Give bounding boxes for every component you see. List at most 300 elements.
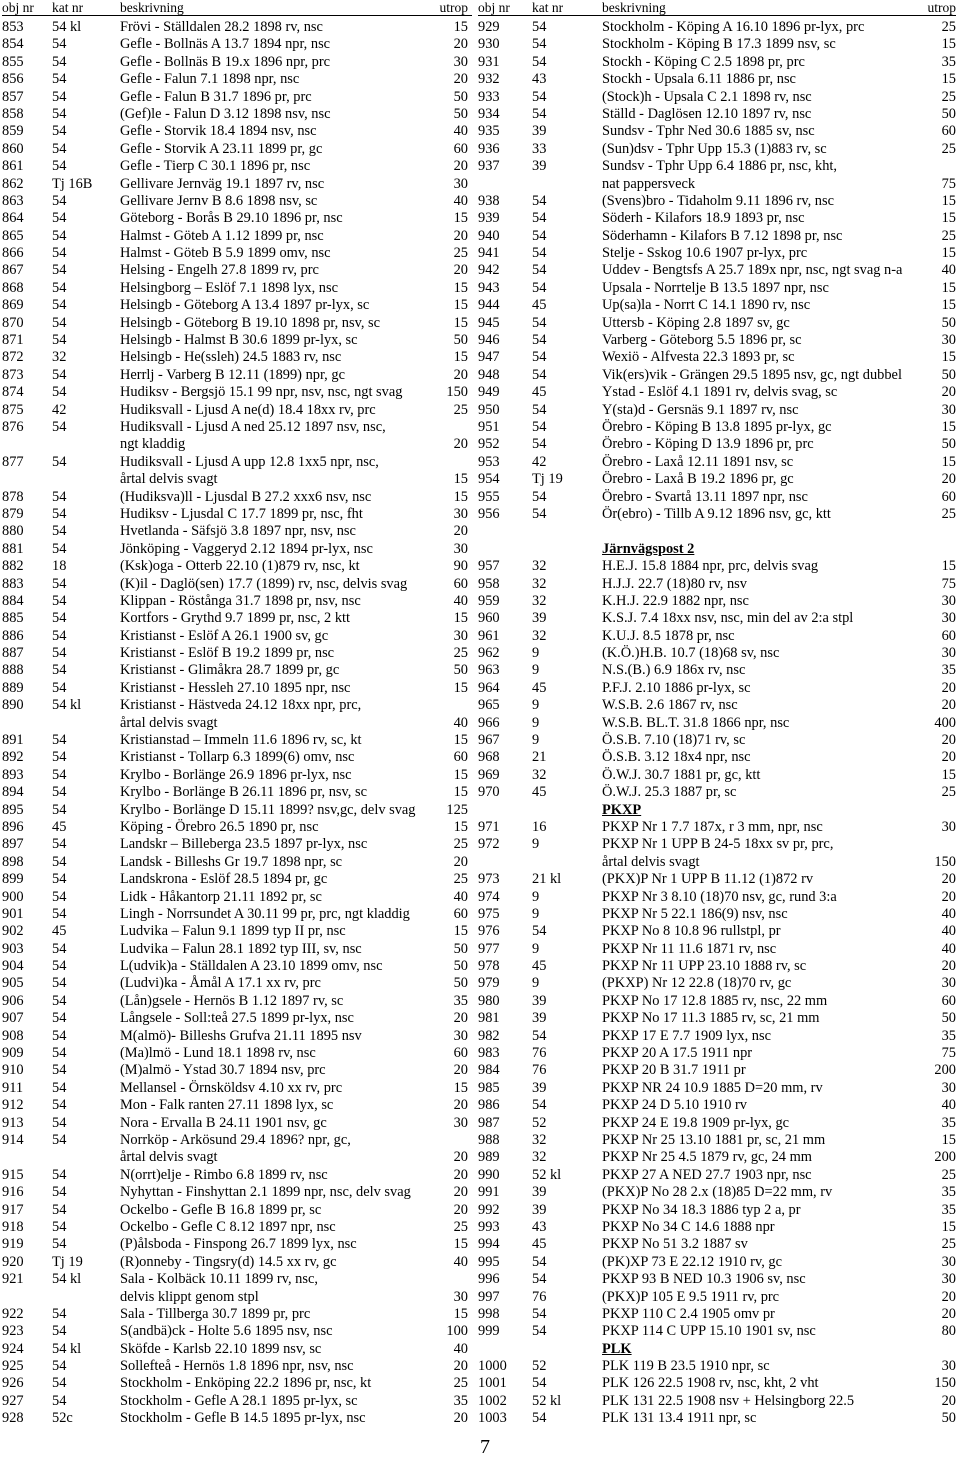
starting-price: 15 (453, 610, 468, 627)
lot-description: Ö.W.J. 30.7 1881 pr, gc, ktt (602, 766, 761, 783)
lot-row (2, 958, 472, 975)
lot-number: 944 (478, 297, 500, 314)
lot-row (478, 349, 956, 366)
catalog-number: 54 (532, 332, 547, 349)
catalog-number: 45 (532, 297, 547, 314)
lot-description: Kortfors - Grythd 9.7 1899 pr, nsc, 2 ktt (120, 610, 351, 627)
lot-description: Ställd - Daglösen 12.10 1897 rv, nsc (602, 105, 812, 122)
starting-price: 90 (453, 558, 468, 575)
catalog-number: 54 (52, 836, 67, 853)
starting-price: 60 (453, 575, 468, 592)
catalog-number: 54 (532, 349, 547, 366)
lot-number: 899 (2, 871, 24, 888)
lot-description: PLK 131 22.5 1908 nsv + Helsingborg 22.5 (602, 1392, 855, 1409)
lot-row (2, 332, 472, 349)
lot-description: PKXP No 51 3.2 1887 sv (602, 1236, 748, 1253)
lot-number: 884 (2, 592, 24, 609)
starting-price: 15 (941, 36, 956, 53)
catalog-number: 54 (52, 140, 67, 157)
catalog-number: 52 (532, 1114, 547, 1131)
lot-row (2, 262, 472, 279)
lot-row (478, 854, 956, 871)
lot-row (2, 784, 472, 801)
lot-number: 960 (478, 610, 500, 627)
lot-number: 906 (2, 992, 24, 1009)
lot-number: 863 (2, 192, 24, 209)
starting-price: 50 (453, 105, 468, 122)
lot-row (2, 176, 472, 193)
lot-number: 967 (478, 732, 500, 749)
lot-description: Stockholm - Gefle B 14.5 1895 pr-lyx, nsc (120, 1410, 366, 1427)
lot-number: 990 (478, 1166, 500, 1183)
lot-row (478, 836, 956, 853)
lot-description: (K.Ö.)H.B. 10.7 (18)68 sv, nsc (602, 645, 780, 662)
lot-row (2, 1375, 472, 1392)
starting-price: 40 (453, 592, 468, 609)
catalog-number: 54 (52, 871, 67, 888)
lot-row (2, 558, 472, 575)
lot-description: M(almö)- Billeshs Grufva 21.11 1895 nsv (120, 1027, 362, 1044)
lot-row (478, 1097, 956, 1114)
lot-description: Kristianst - Hessleh 27.10 1895 npr, nsc (120, 679, 351, 696)
lot-description: Ockelbo - Gefle B 16.8 1899 pr, sc (120, 1201, 322, 1218)
lot-description: Helsingborg – Eslöf 7.1 1898 lyx, nsc (120, 279, 338, 296)
starting-price: 20 (453, 158, 468, 175)
lot-description: Gefle - Bollnäs A 13.7 1894 npr, nsc (120, 36, 331, 53)
starting-price: 15 (453, 923, 468, 940)
catalog-number: 54 (52, 662, 67, 679)
lot-number: 932 (478, 71, 500, 88)
starting-price: 20 (453, 1097, 468, 1114)
lot-description: Landskrona - Eslöf 28.5 1894 pr, gc (120, 871, 328, 888)
lot-number: 970 (478, 784, 500, 801)
starting-price: 15 (941, 349, 956, 366)
catalog-number: 54 (532, 1253, 547, 1270)
catalog-number: 52 (532, 1358, 547, 1375)
catalog-number: 54 (52, 245, 67, 262)
starting-price: 20 (453, 523, 468, 540)
lot-number: 935 (478, 123, 500, 140)
lot-description: PLK 119 B 23.5 1910 npr, sc (602, 1358, 770, 1375)
lot-description: Landskr – Billeberga 23.5 1897 pr-lyx, nsc (120, 836, 368, 853)
header-beskrivning: beskrivning (120, 0, 184, 15)
starting-price: 20 (453, 1010, 468, 1027)
lot-row (2, 610, 472, 627)
lot-row (478, 1115, 956, 1132)
catalog-number: 54 (52, 1166, 67, 1183)
lot-description: årtal delvis svagt (602, 853, 700, 870)
lot-row (2, 1236, 472, 1253)
lot-number: 936 (478, 140, 500, 157)
catalog-number: 54 (52, 88, 67, 105)
lot-row (478, 1271, 956, 1288)
lot-description: Örebro - Laxå B 19.2 1896 pr, gc (602, 471, 794, 488)
lot-number: 952 (478, 436, 500, 453)
lot-row (2, 245, 472, 262)
lot-description: Ö.S.B. 3.12 18x4 npr, nsc (602, 749, 751, 766)
starting-price: 30 (941, 975, 956, 992)
catalog-number: 9 (532, 714, 540, 731)
starting-price: 20 (453, 853, 468, 870)
column-header (2, 0, 472, 16)
starting-price: 25 (453, 1375, 468, 1392)
starting-price: 20 (453, 1201, 468, 1218)
lot-number: 979 (478, 975, 500, 992)
lot-description: ngt kladdig (120, 436, 186, 453)
lot-description: PKXP (602, 801, 642, 818)
lot-number: 912 (2, 1097, 24, 1114)
starting-price: 60 (941, 627, 956, 644)
lot-description: PKXP Nr 3 8.10 (18)70 nsv, gc, rund 3:a (602, 888, 837, 905)
starting-price: 25 (453, 871, 468, 888)
starting-price: 30 (941, 1358, 956, 1375)
lot-description: Sundsv - Tphr Ned 30.6 1885 sv, nsc (602, 123, 815, 140)
starting-price: 15 (453, 297, 468, 314)
catalog-number: 54 (52, 1045, 67, 1062)
catalog-number: 54 (52, 366, 67, 383)
starting-price: 25 (941, 505, 956, 522)
starting-price: 30 (941, 610, 956, 627)
lot-number: 892 (2, 749, 24, 766)
starting-price: 15 (453, 1305, 468, 1322)
lot-list-right (478, 19, 956, 1428)
catalog-number: 54 (532, 1410, 547, 1427)
catalog-number: 45 (532, 1236, 547, 1253)
starting-price: 15 (941, 418, 956, 435)
lot-description: PKXP 20 A 17.5 1911 npr (602, 1045, 753, 1062)
lot-number: 977 (478, 940, 500, 957)
lot-number: 992 (478, 1201, 500, 1218)
catalog-number: 54 (532, 36, 547, 53)
starting-price: 50 (941, 436, 956, 453)
starting-price: 25 (941, 1166, 956, 1183)
lot-row (2, 158, 472, 175)
page-number: 7 (480, 1436, 490, 1458)
catalog-number: 39 (532, 1010, 547, 1027)
starting-price: 35 (941, 1027, 956, 1044)
lot-number: 859 (2, 123, 24, 140)
starting-price: 15 (453, 279, 468, 296)
catalog-number: 54 (532, 262, 547, 279)
starting-price: 35 (941, 1114, 956, 1131)
lot-number: 976 (478, 923, 500, 940)
lot-row (2, 210, 472, 227)
lot-description: Gellivare Jernväg 19.1 1897 rv, nsc (120, 175, 325, 192)
lot-row (478, 297, 956, 314)
starting-price: 40 (453, 1340, 468, 1357)
lot-description: Sköfde - Karlsb 22.10 1899 nsv, sc (120, 1340, 322, 1357)
header-obj-nr: obj nr (478, 0, 510, 15)
lot-description: PKXP No 8 10.8 96 rullstpl, pr (602, 923, 781, 940)
lot-description: Kristianstad – Immeln 11.6 1896 rv, sc, kt (120, 732, 362, 749)
lot-row (2, 715, 472, 732)
lot-description: Uddev - Bengtsfs A 25.7 189x npr, nsc, ngt svag n-a (602, 262, 903, 279)
lot-number: 965 (478, 697, 500, 714)
lot-description: Helsingb - Göteborg A 13.4 1897 pr-lyx, sc (120, 297, 370, 314)
lot-number: 931 (478, 53, 500, 70)
catalog-number: 54 (52, 1114, 67, 1131)
lot-number: 909 (2, 1045, 24, 1062)
starting-price: 15 (941, 453, 956, 470)
catalog-number: Tj 19 (52, 1253, 83, 1270)
lot-description: Halmst - Göteb B 5.9 1899 omv, nsc (120, 245, 331, 262)
lot-row (478, 993, 956, 1010)
starting-price: 35 (941, 662, 956, 679)
starting-price: 35 (941, 1184, 956, 1201)
catalog-number: 54 (52, 1375, 67, 1392)
catalog-number: 32 (532, 1149, 547, 1166)
lot-number: 918 (2, 1218, 24, 1235)
lot-description: Söderh - Kilafors 18.9 1893 pr, nsc (602, 210, 805, 227)
lot-description: (Lån)gsele - Hernös B 1.12 1897 rv, sc (120, 992, 344, 1009)
lot-row (2, 576, 472, 593)
starting-price: 60 (941, 123, 956, 140)
lot-number: 961 (478, 627, 500, 644)
catalog-number: 54 (52, 384, 67, 401)
lot-number: 886 (2, 627, 24, 644)
lot-row (478, 889, 956, 906)
lot-number: 995 (478, 1253, 500, 1270)
starting-price: 15 (453, 732, 468, 749)
lot-row (2, 419, 472, 436)
lot-number: 902 (2, 923, 24, 940)
lot-description: Helsingb - Halmst B 30.6 1899 pr-lyx, sc (120, 332, 358, 349)
lot-description: (Stock)h - Upsala C 2.1 1898 rv, nsc (602, 88, 812, 105)
lot-number: 915 (2, 1166, 24, 1183)
lot-description: (PKX)P No 28 2.x (18)85 D=22 mm, rv (602, 1184, 833, 1201)
lot-number: 940 (478, 227, 500, 244)
lot-row (478, 315, 956, 332)
lot-description: Sala - Kolbäck 10.11 1899 rv, nsc, (120, 1271, 318, 1288)
lot-number: 896 (2, 818, 24, 835)
lot-row (2, 889, 472, 906)
lot-description: (PKX)P 105 E 9.5 1911 rv, prc (602, 1288, 780, 1305)
lot-description: Örebro - Köping D 13.9 1896 pr, prc (602, 436, 814, 453)
starting-price: 30 (453, 53, 468, 70)
lot-number: 994 (478, 1236, 500, 1253)
lot-row (478, 610, 956, 627)
lot-row (2, 1410, 472, 1427)
catalog-number: 9 (532, 732, 540, 749)
lot-number: 923 (2, 1323, 24, 1340)
catalog-number: 54 (52, 123, 67, 140)
catalog-number: 54 (532, 19, 547, 35)
lot-number: 999 (478, 1323, 500, 1340)
starting-price: 20 (453, 1358, 468, 1375)
lot-number: 898 (2, 853, 24, 870)
catalog-number: 54 (52, 192, 67, 209)
lot-description: Uttersb - Köping 2.8 1897 sv, gc (602, 314, 790, 331)
lot-row (478, 1358, 956, 1375)
catalog-number: 9 (532, 697, 540, 714)
lot-number: 885 (2, 610, 24, 627)
catalog-number: 54 (532, 314, 547, 331)
lot-row (2, 819, 472, 836)
lot-description: Ö.S.B. 7.10 (18)71 rv, sc (602, 732, 746, 749)
lot-description: Vik(ers)vik - Grängen 29.5 1895 nsv, gc, ngt dubbel (602, 366, 902, 383)
lot-description: Varberg - Göteborg 5.5 1896 pr, sc (602, 332, 802, 349)
lot-row (2, 384, 472, 401)
starting-price: 20 (941, 384, 956, 401)
lot-description: PKXP 114 C UPP 15.10 1901 sv, nsc (602, 1323, 816, 1340)
lot-description: PKXP 20 B 31.7 1911 pr (602, 1062, 746, 1079)
starting-price: 20 (941, 871, 956, 888)
starting-price: 20 (941, 697, 956, 714)
starting-price: 20 (453, 1410, 468, 1427)
lot-row (478, 662, 956, 679)
catalog-number: 39 (532, 610, 547, 627)
lot-description: H.J.J. 22.7 (18)80 rv, nsv (602, 575, 747, 592)
catalog-number: 54 (52, 1027, 67, 1044)
lot-description: (PKX)P Nr 1 UPP B 11.12 (1)872 rv (602, 871, 814, 888)
lot-row (2, 1028, 472, 1045)
starting-price: 15 (941, 766, 956, 783)
lot-description: Söderhamn - Kilafors B 7.12 1898 pr, nsc (602, 227, 843, 244)
lot-number: 920 (2, 1253, 24, 1270)
lot-row (478, 1202, 956, 1219)
starting-price: 15 (453, 349, 468, 366)
lot-number: 856 (2, 71, 24, 88)
catalog-number: 9 (532, 645, 540, 662)
lot-row (2, 71, 472, 88)
lot-description: Kristianst - Hästveda 24.12 18xx npr, prc, (120, 697, 362, 714)
catalog-number: 54 (52, 71, 67, 88)
lot-description: PKXP 17 E 7.7 1909 lyx, nsc (602, 1027, 771, 1044)
lot-row (478, 697, 956, 714)
catalog-number: 54 (52, 105, 67, 122)
lot-description: Köping - Örebro 26.5 1890 pr, nsc (120, 818, 319, 835)
starting-price: 30 (453, 175, 468, 192)
starting-price: 40 (453, 1253, 468, 1270)
left-column (2, 0, 472, 1428)
catalog-number: 54 (52, 1010, 67, 1027)
starting-price: 20 (453, 1184, 468, 1201)
lot-number: 951 (478, 418, 500, 435)
lot-row (478, 593, 956, 610)
lot-row (478, 36, 956, 53)
lot-row (478, 367, 956, 384)
catalog-number: 54 (52, 958, 67, 975)
starting-price: 15 (453, 818, 468, 835)
lot-description: (Ma)lmö - Lund 18.1 1898 rv, nsc (120, 1045, 316, 1062)
catalog-number: 76 (532, 1045, 547, 1062)
lot-description: (Svens)bro - Tidaholm 9.11 1896 rv, nsc (602, 192, 834, 209)
catalog-number: 54 (52, 679, 67, 696)
lot-description: (PK)XP 73 E 22.12 1910 rv, gc (602, 1253, 783, 1270)
starting-price: 30 (941, 592, 956, 609)
catalog-number: 54 (52, 801, 67, 818)
lot-description: Gefle - Storvik 18.4 1894 nsv, nsc (120, 123, 317, 140)
lot-row (2, 1323, 472, 1340)
lot-description: Långsele - Soll:teå 27.5 1899 pr-lyx, nsc (120, 1010, 354, 1027)
starting-price: 15 (453, 766, 468, 783)
lot-row (478, 506, 956, 523)
lot-number: 1001 (478, 1375, 507, 1392)
lot-row (2, 1080, 472, 1097)
lot-number: 927 (2, 1392, 24, 1409)
catalog-number: 32 (532, 627, 547, 644)
catalog-number: 39 (532, 1201, 547, 1218)
right-column (478, 0, 956, 1428)
starting-price: 200 (934, 1062, 956, 1079)
catalog-number: 54 (52, 732, 67, 749)
lot-row (2, 802, 472, 819)
catalog-number: 54 (532, 192, 547, 209)
lot-row (2, 1010, 472, 1027)
lot-number: 907 (2, 1010, 24, 1027)
lot-row (478, 767, 956, 784)
lot-description: PKXP No 17 12.8 1885 rv, nsc, 22 mm (602, 992, 828, 1009)
catalog-number: 45 (532, 679, 547, 696)
lot-number: 862 (2, 175, 24, 192)
lot-row (2, 436, 472, 453)
lot-number: 975 (478, 905, 500, 922)
lot-row (2, 593, 472, 610)
lot-number: 1000 (478, 1358, 507, 1375)
lot-row (2, 1254, 472, 1271)
lot-row (478, 436, 956, 453)
lot-number: 873 (2, 366, 24, 383)
starting-price: 50 (941, 1010, 956, 1027)
lot-description: K.S.J. 7.4 18xx nsv, nsc, min del av 2:a stpl (602, 610, 854, 627)
lot-description: Jönköping - Vaggeryd 2.12 1894 pr-lyx, nsc (120, 540, 373, 557)
lot-row (478, 958, 956, 975)
catalog-number: 54 (52, 645, 67, 662)
lot-row (2, 662, 472, 679)
lot-number: 945 (478, 314, 500, 331)
starting-price: 40 (453, 888, 468, 905)
lot-description: W.S.B. BL.T. 31.8 1866 npr, nsc (602, 714, 790, 731)
catalog-number: 54 (52, 749, 67, 766)
lot-description: Gefle - Storvik A 23.11 1899 pr, gc (120, 140, 323, 157)
lot-number: 954 (478, 471, 500, 488)
lot-row (478, 576, 956, 593)
lot-row (478, 1132, 956, 1149)
lot-number: 929 (478, 19, 500, 35)
starting-price: 50 (941, 105, 956, 122)
lot-number: 908 (2, 1027, 24, 1044)
lot-description: K.H.J. 22.9 1882 npr, nsc (602, 592, 749, 609)
starting-price: 15 (941, 245, 956, 262)
lot-row (2, 280, 472, 297)
lot-number: 880 (2, 523, 24, 540)
lot-row (478, 210, 956, 227)
lot-description: Landsk - Billeshs Gr 19.7 1898 npr, sc (120, 853, 343, 870)
catalog-number: 39 (532, 1079, 547, 1096)
lot-row (478, 141, 956, 158)
catalog-number: 54 (52, 1358, 67, 1375)
lot-description: Stelje - Sskog 10.6 1907 pr-lyx, prc (602, 245, 808, 262)
lot-row (478, 1375, 956, 1392)
starting-price: 50 (453, 662, 468, 679)
lot-description: Kristianst - Tollarp 6.3 1899(6) omv, nsc (120, 749, 355, 766)
starting-price: 20 (941, 749, 956, 766)
lot-description: Gefle - Falun 7.1 1898 npr, nsc (120, 71, 300, 88)
lot-number: 938 (478, 192, 500, 209)
starting-price: 15 (453, 19, 468, 35)
lot-number: 943 (478, 279, 500, 296)
lot-row (478, 784, 956, 801)
catalog-number: 32 (532, 575, 547, 592)
catalog-number: 54 kl (52, 1340, 82, 1357)
lot-description: Krylbo - Borlänge D 15.11 1899? nsv,gc, delv svag (120, 801, 416, 818)
lot-description: (PKXP) Nr 12 22.8 (18)70 rv, gc (602, 975, 792, 992)
catalog-number: 9 (532, 836, 540, 853)
section-heading (478, 802, 956, 819)
lot-row (2, 36, 472, 53)
lot-row (478, 193, 956, 210)
catalog-number: 39 (532, 992, 547, 1009)
